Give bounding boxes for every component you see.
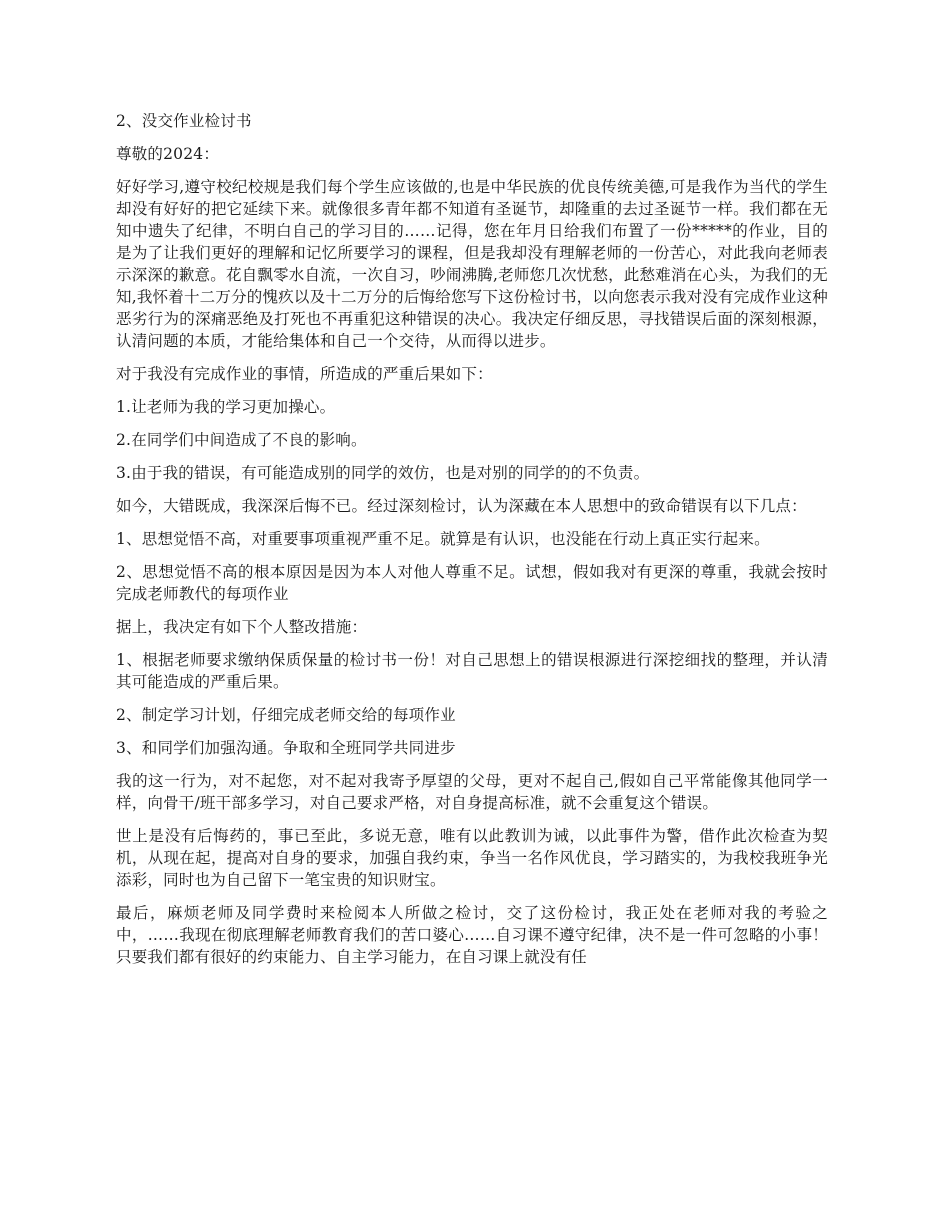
document-page [116, 110, 828, 979]
document-heading: 2、没交作业检讨书 [116, 112, 252, 130]
body-paragraph: 世上是没有后悔药的，事已至此，多说无意，唯有以此教训为诫，以此事件为警，借作此次检查为契机，从现在起，提高对自身的要求，加强自我约束，争当一名作风优良，学习踏实的，为我校我班争光添彩，同时也为自己留下一笔宝贵的知识财宝。 [116, 827, 828, 889]
measure-item: 1、根据老师要求缴纳保质保量的检讨书一份！对自己思想上的错误根源进行深挖细找的整理，并认清其可能造成的严重后果。 [116, 651, 828, 691]
body-paragraph: 据上，我决定有如下个人整改措施： [116, 618, 368, 636]
consequence-item: 1.让老师为我的学习更加操心。 [116, 398, 336, 416]
body-paragraph: 如今，大错既成，我深深后悔不已。经过深刻检讨，认为深藏在本人思想中的致命错误有以下几点： [116, 497, 807, 515]
consequence-item: 3.由于我的错误，有可能造成别的同学的效仿，也是对别的同学的的不负责。 [116, 464, 650, 482]
error-item: 1、思想觉悟不高，对重要事项重视严重不足。就算是有认识，也没能在行动上真正实行起来。 [116, 530, 770, 548]
error-item: 2、思想觉悟不高的根本原因是因为本人对他人尊重不足。试想，假如我对有更深的尊重，我就会按时完成老师教代的每项作业 [116, 563, 828, 603]
measure-item: 2、制定学习计划，仔细完成老师交给的每项作业 [116, 706, 456, 724]
body-paragraph: 好好学习,遵守校纪校规是我们每个学生应该做的,也是中华民族的优良传统美德,可是我作为当代的学生却没有好好的把它延续下来。就像很多青年都不知道有圣诞节，却隆重的去过圣诞节一样。我们都在无知中遗失了纪律，不明白自己的学习目的……记得，您在年月日给我们布置了一份*****的作业，目的是为了让我们更好的理解和记忆所要学习的课程，但是我却没有理解老师的一份苦心，对此我向老师表示深深的歉意。花自飘零水自流，一次自习，吵闹沸腾,老师您几次忧愁，此愁难消在心头，为我们的无知,我怀着十二万分的愧疚以及十二万分的后悔给您写下这份检讨书，以向您表示我对没有完成作业这种恶劣行为的深痛恶绝及打死也不再重犯这种错误的决心。我决定仔细反思，寻找错误后面的深刻根源，认清问题的本质，才能给集体和自己一个交待，从而得以进步。 [116, 178, 828, 350]
salutation: 尊敬的2024： [116, 145, 220, 163]
measure-item: 3、和同学们加强沟通。争取和全班同学共同进步 [116, 739, 456, 757]
consequence-item: 2.在同学们中间造成了不良的影响。 [116, 431, 367, 449]
body-paragraph: 最后，麻烦老师及同学费时来检阅本人所做之检讨，交了这份检讨，我正处在老师对我的考验之中，……我现在彻底理解老师教育我们的苦口婆心……自习课不遵守纪律，决不是一件可忽略的小事！只要我们都有很好的约束能力、自主学习能力，在自习课上就没有任 [116, 904, 828, 966]
body-paragraph: 对于我没有完成作业的事情，所造成的严重后果如下： [116, 365, 493, 383]
body-paragraph: 我的这一行为，对不起您，对不起对我寄予厚望的父母，更对不起自己,假如自己平常能像其他同学一样，向骨干/班干部多学习，对自己要求严格，对自身提高标准，就不会重复这个错误。 [116, 772, 828, 812]
